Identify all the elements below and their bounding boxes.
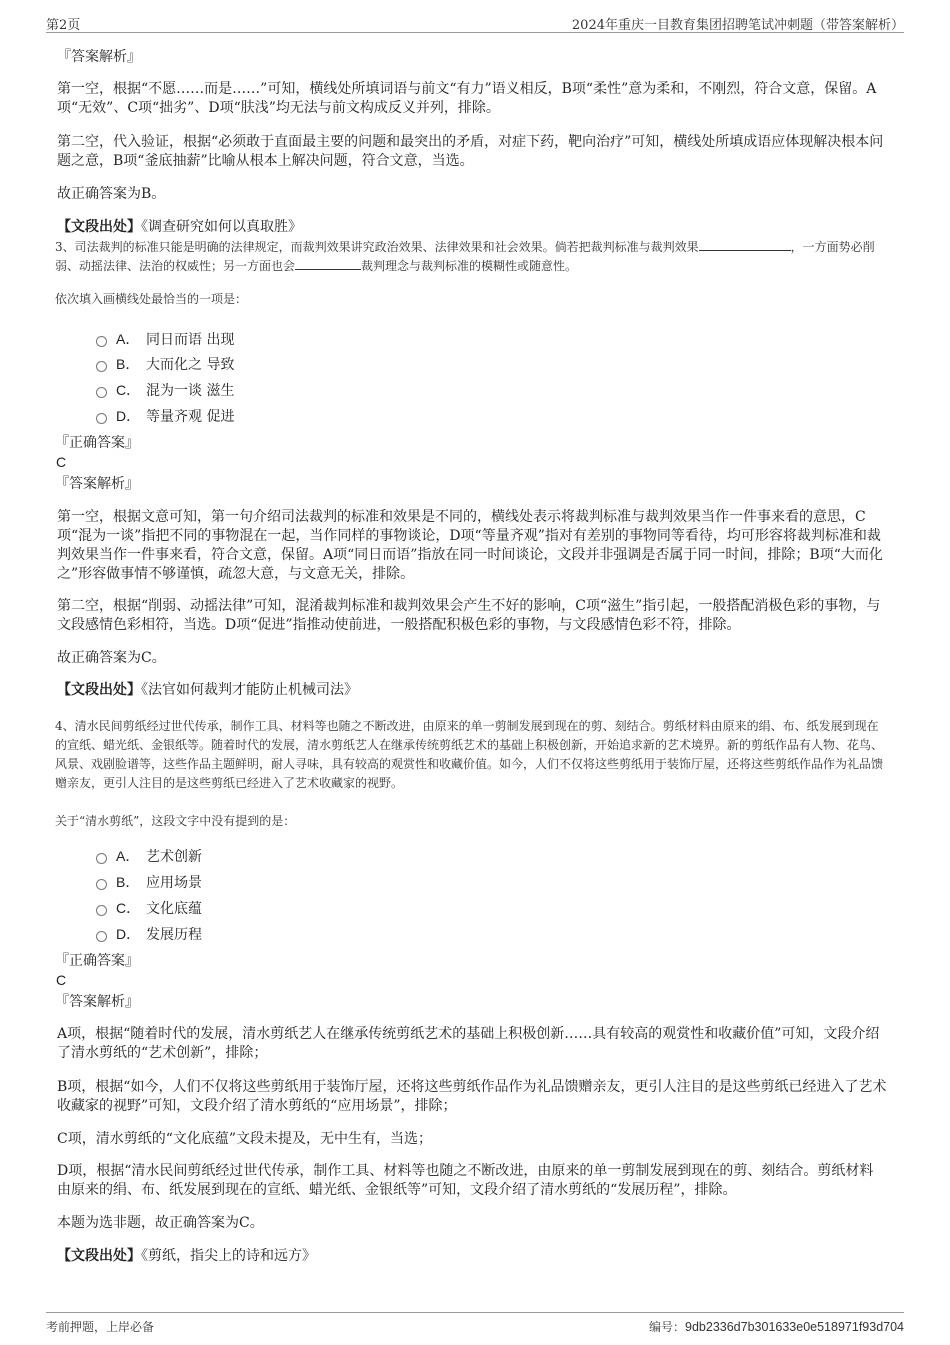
q3-answer: C (56, 454, 67, 470)
q4-option-c[interactable] (96, 898, 202, 918)
q3-option-d[interactable] (96, 406, 234, 426)
option-text: 应用场景 (146, 875, 202, 891)
source-title: 《剪纸，指尖上的诗和远方》 (141, 1248, 316, 1264)
radio-icon[interactable] (96, 853, 107, 864)
source-label: 【文段出处】 (57, 682, 141, 698)
source-label: 【文段出处】 (57, 1248, 141, 1264)
source-title: 《调查研究如何以真取胜》 (141, 219, 302, 235)
q2-analysis-label: 『答案解析』 (57, 49, 141, 65)
option-text: 混为一谈 滋生 (146, 383, 235, 399)
q3-prompt: 依次填入画横线处最恰当的一项是： (55, 292, 248, 306)
q3-stem-part2: ，一方面势必削弱、动摇法律、法治的权威性；另一方面也会 (55, 240, 875, 273)
q4-option-d[interactable] (96, 924, 202, 944)
q2-conclusion: 故正确答案为B。 (57, 186, 166, 202)
option-letter: D． (116, 926, 141, 942)
q4-analysis-para-c: C项，清水剪纸的“文化底蕴”文段未提及，无中生有，当选； (57, 1131, 433, 1147)
radio-icon[interactable] (96, 361, 107, 372)
q4-analysis-para-a: A项，根据“随着时代的发展，清水剪纸艺人在继承传统剪纸艺术的基础上积极创新……具有较高的观赏性和收藏价值”可知，文段介绍了清水剪纸的“艺术创新”，排除； (57, 1026, 880, 1061)
option-letter: A． (116, 331, 140, 347)
q3-conclusion: 故正确答案为C。 (57, 650, 166, 666)
q3-stem-part1: 3、司法裁判的标准只能是明确的法律规定，而裁判效果讲究政治效果、法律效果和社会效果。倘若把裁判标准与裁判效果 (55, 240, 699, 254)
option-letter: C． (116, 900, 141, 916)
option-letter: B． (116, 356, 140, 372)
source-label: 【文段出处】 (57, 219, 141, 235)
option-text: 文化底蕴 (146, 901, 202, 917)
q3-analysis-para1: 第一空，根据文意可知，第一句介绍司法裁判的标准和效果是不同的，横线处表示将裁判标准与裁判效果当作一件事来看的意思，C项“混为一谈”指把不同的事物混在一起，当作同样的事物谈论，D项“等量齐观”指对有差别的事物同等看待，均可形容将裁判标准和裁判效果当作一件事来看，符合文意，保留。A项“同日而语”指放在同一时间谈论，文段并非强调是否属于同一时间，排除；B项“大而化之”形容做事情不够谨慎，疏忽大意，与文意无关，排除。 (57, 509, 883, 582)
q3-analysis-label: 『答案解析』 (55, 476, 139, 492)
q3-option-b[interactable] (96, 354, 234, 374)
document-title: 2024年重庆一目教育集团招聘笔试冲刺题（带答案解析） (571, 18, 904, 33)
q3-option-c[interactable] (96, 380, 234, 400)
blank-line-1 (699, 238, 791, 251)
page-footer (46, 1312, 904, 1339)
q4-analysis-para-d: D项，根据“清水民间剪纸经过世代传承，制作工具、材料等也随之不断改进，由原来的单一剪制发展到现在的剪、刻结合。剪纸材料由原来的绢、布、纸发展到现在的宣纸、蜡光纸、金银纸等”可知，文段介绍了清水剪纸的“发展历程”，排除。 (57, 1163, 874, 1198)
radio-icon[interactable] (96, 931, 107, 942)
q4-conclusion: 本题为选非题，故正确答案为C。 (57, 1215, 264, 1231)
footer-code-value: 9db2336d7b301633e0e518971f93d704 (685, 1320, 904, 1334)
q3-answer-label: 『正确答案』 (55, 435, 139, 451)
source-title: 《法官如何裁判才能防止机械司法》 (141, 682, 358, 698)
q4-analysis-para-b: B项，根据“如今，人们不仅将这些剪纸用于装饰厅屋，还将这些剪纸作品作为礼品馈赠亲友，更引人注目的是这些剪纸已经进入了艺术收藏家的视野”可知，文段介绍了清水剪纸的“应用场景”，排除； (57, 1079, 887, 1114)
q3-stem (55, 238, 887, 276)
radio-icon[interactable] (96, 336, 107, 347)
q2-analysis-para2: 第二空，代入验证，根据“必须敢于直面最主要的问题和最突出的矛盾，对症下药，靶向治疗”可知，横线处所填成语应体现解决根本问题之意，B项“釜底抽薪”比喻从根本上解决问题，符合文意，当选。 (57, 134, 884, 169)
q4-option-b[interactable] (96, 872, 202, 892)
option-letter: D． (116, 408, 141, 424)
q4-prompt: 关于“清水剪纸”，这段文字中没有提到的是： (55, 814, 296, 828)
q4-analysis-label: 『答案解析』 (55, 994, 139, 1010)
q2-source (57, 218, 887, 237)
q4-answer-label: 『正确答案』 (55, 953, 139, 969)
footer-code-label: 编号： (649, 1320, 686, 1334)
option-letter: B． (116, 874, 140, 890)
option-text: 发展历程 (146, 927, 202, 943)
option-text: 同日而语 出现 (146, 332, 235, 348)
q4-stem: 4、清水民间剪纸经过世代传承，制作工具、材料等也随之不断改进，由原来的单一剪制发展到现在的剪、刻结合。剪纸材料由原来的绢、布、纸发展到现在的宣纸、蜡光纸、金银纸等。随着时代的发展，清水剪纸艺人在继承传统剪纸艺术的基础上积极创新，开始追求新的艺术境界。新的剪纸作品有人物、花鸟、风景、戏剧脸谱等，这些作品主题鲜明，耐人寻味，具有较高的观赏性和收藏价值。如今，人们不仅将这些剪纸用于装饰厅屋，还将这些剪纸作品作为礼品馈赠亲友，更引人注目的是这些剪纸已经进入了艺术收藏家的视野。 (55, 719, 884, 790)
option-text: 艺术创新 (146, 849, 202, 865)
radio-icon[interactable] (96, 879, 107, 890)
radio-icon[interactable] (96, 413, 107, 424)
footer-slogan: 考前押题，上岸必备 (46, 1320, 155, 1334)
q4-source (57, 1247, 887, 1266)
q3-stem-part3: 裁判理念与裁判标准的模糊性或随意性。 (361, 259, 578, 273)
radio-icon[interactable] (96, 905, 107, 916)
option-text: 等量齐观 促进 (146, 409, 235, 425)
q4-answer: C (56, 972, 67, 988)
blank-line-2 (295, 257, 361, 270)
radio-icon[interactable] (96, 387, 107, 398)
q4-option-a[interactable] (96, 846, 202, 866)
q3-source (57, 681, 887, 700)
page-header (46, 10, 904, 33)
footer-code (649, 1318, 904, 1335)
q3-option-a[interactable] (96, 329, 234, 349)
page-number: 第2页 (46, 18, 81, 33)
q2-analysis-para1: 第一空，根据“不愿……而是……”可知，横线处所填词语与前文“有力”语义相反，B项“柔性”意为柔和，不刚烈，符合文意，保留。A项“无效”、C项“拙劣”、D项“肤浅”均无法与前文构成反义并列，排除。 (57, 81, 877, 116)
q3-analysis-para2: 第二空，根据“削弱、动摇法律”可知，混淆裁判标准和裁判效果会产生不好的影响，C项“滋生”指引起，一般搭配消极色彩的事物，与文段感情色彩相符，当选。D项“促进”指推动使前进，一般搭配积极色彩的事物，与文段感情色彩不符，排除。 (57, 598, 881, 633)
option-text: 大而化之 导致 (146, 357, 235, 373)
option-letter: A． (116, 848, 140, 864)
option-letter: C． (116, 382, 141, 398)
